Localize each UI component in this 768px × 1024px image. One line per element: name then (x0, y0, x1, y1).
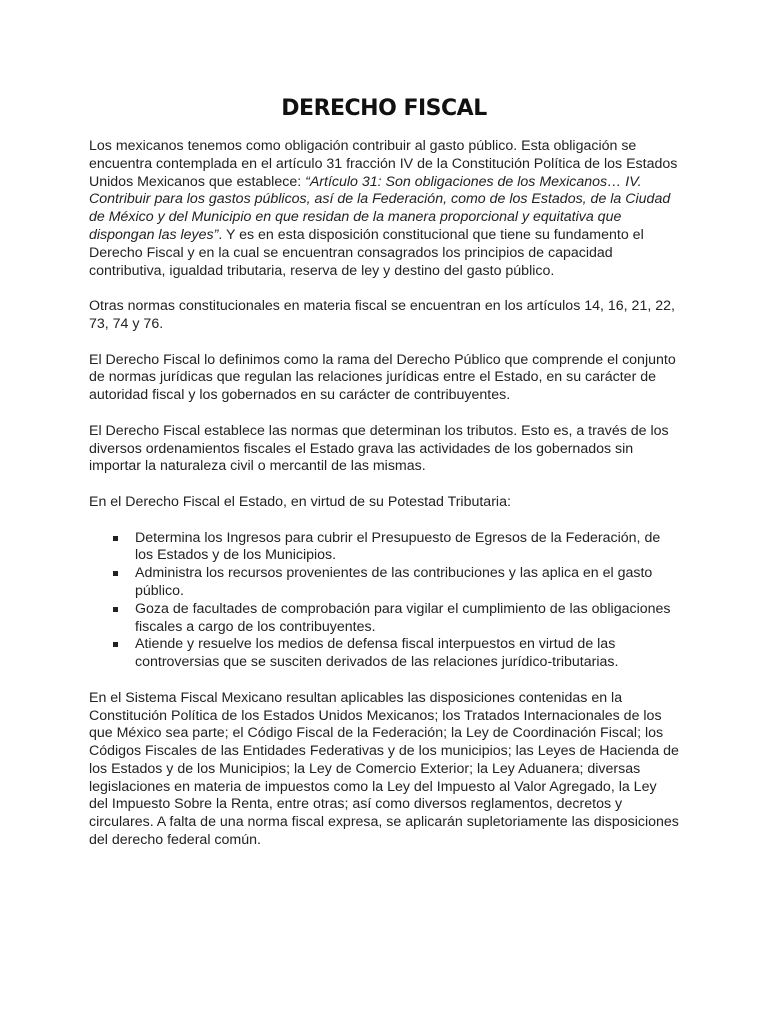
list-item-text: Determina los Ingresos para cubrir el Presupuesto de Egresos de la Federación, de los Estados y de los Municipios. (135, 529, 661, 564)
square-bullet-icon (113, 607, 118, 612)
document-page (89, 94, 679, 868)
document-title: DERECHO FISCAL (281, 96, 487, 121)
square-bullet-icon (113, 536, 118, 541)
article-31-quote: “Artículo 31: Son obligaciones de los Mexicanos… IV. Contribuir para los gastos públicos, así de la Federación, como de los Estados, de la Ciudad de México y del Municipio en que residan de la manera proporcional y equitativa que dispongan las leyes” (89, 173, 671, 243)
list-item (113, 530, 679, 566)
list-item-text: Goza de facultades de comprobación para vigilar el cumplimiento de las obligaciones fiscales a cargo de los contribuyentes. (135, 600, 671, 635)
paragraph-intro-text: Los mexicanos tenemos como obligación contribuir al gasto público. Esta obligación se encuentra contemplada en el artículo 31 fracción IV de la Constitución Política de los Estados Unidos Mexicanos que establece: (89, 138, 678, 190)
square-bullet-icon (113, 642, 118, 647)
list-item (113, 565, 679, 601)
paragraph-constitutional-obligation (89, 138, 679, 280)
list-item-text: Atiende y resuelve los medios de defensa fiscal interpuestos en virtud de las controversias que se susciten derivados de las relaciones jurídico-tributarias. (135, 636, 619, 671)
list-item-text: Administra los recursos provenientes de las contribuciones y las aplica en el gasto público. (135, 565, 653, 599)
list-item (113, 636, 679, 672)
paragraph-fiscal-system: En el Sistema Fiscal Mexicano resultan aplicables las disposiciones contenidas en la Constitución Política de los Estados Unidos Mexicanos; los Tratados Internacionales de los que México sea parte; el Código Fiscal de la Federación; la Ley de Coordinación Fiscal; los Códigos Fiscales de las Entidades Federativas y de los municipios; las Leyes de Hacienda de los Estados y de los Municipios; la Ley de Comercio Exterior; la Ley Aduanera; diversas legislaciones en materia de impuestos como la Ley del Impuesto al Valor Agregado, la Ley del Impuesto Sobre la Renta, entre otras; así como diversos reglamentos, decretos y circulares. A falta de una norma fiscal expresa, se aplicarán supletoriamente las disposiciones del derecho federal común. (89, 689, 679, 849)
paragraph-definition: El Derecho Fiscal lo definimos como la rama del Derecho Público que comprende el conjunto de normas jurídicas que regulan las relaciones jurídicas entre el Estado, en su carácter de autoridad fiscal y los gobernados en su carácter de contribuyentes. (89, 351, 676, 404)
potestad-list (89, 530, 679, 672)
square-bullet-icon (113, 571, 118, 576)
list-item (113, 601, 679, 637)
paragraph-tributes: El Derecho Fiscal establece las normas que determinan los tributos. Esto es, a través de los diversos ordenamientos fiscales el Estado grava las actividades de los gobernados sin importar la naturaleza civil o mercantil de las mismas. (89, 422, 669, 475)
paragraph-rest-text: . Y es en esta disposición constitucional que tiene su fundamento el Derecho Fiscal y en la cual se encuentran consagrados los principios de capacidad contributiva, igualdad tributaria, reserva de ley y destino del gasto público. (89, 226, 644, 279)
paragraph-potestad-intro: En el Derecho Fiscal el Estado, en virtud de su Potestad Tributaria: (89, 493, 511, 510)
paragraph-other-norms: Otras normas constitucionales en materia fiscal se encuentran en los artículos 14, 16, 21, 22, 73, 74 y 76. (89, 298, 675, 332)
